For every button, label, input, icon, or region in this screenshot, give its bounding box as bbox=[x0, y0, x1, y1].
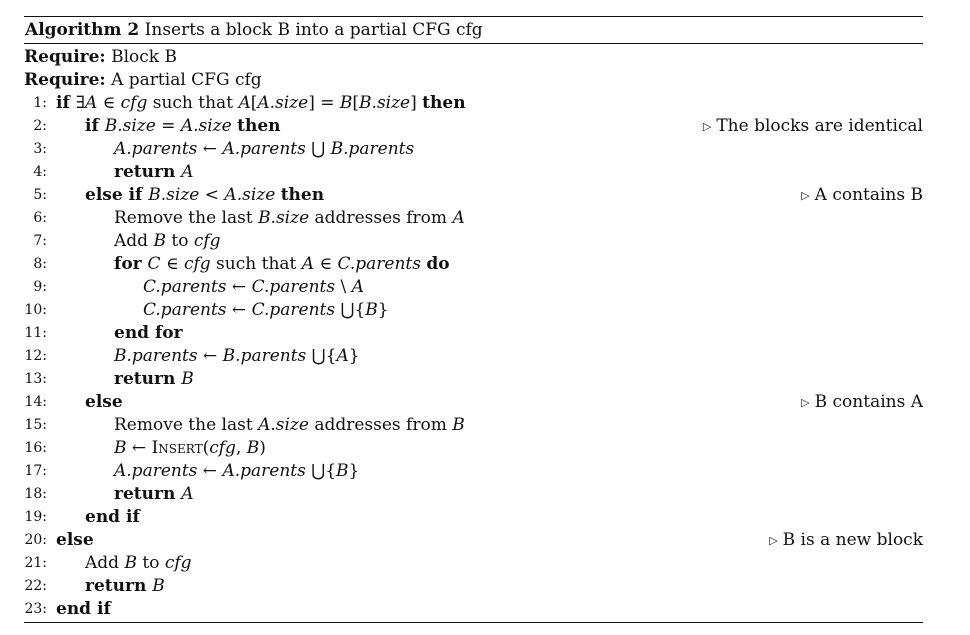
line-number: 23: bbox=[24, 601, 47, 617]
algorithm-line bbox=[24, 575, 923, 598]
code-token: cfg bbox=[193, 231, 221, 251]
line-code bbox=[114, 368, 194, 391]
line-code bbox=[85, 552, 192, 575]
code-token: C.parents bbox=[143, 300, 227, 320]
code-token: ] bbox=[410, 93, 423, 113]
code-token: do bbox=[426, 254, 450, 274]
line-comment bbox=[769, 529, 923, 553]
code-token: such that bbox=[210, 254, 302, 274]
code-token: A bbox=[351, 277, 364, 297]
comment-text: A contains B bbox=[814, 185, 923, 205]
algorithm-line bbox=[24, 598, 923, 621]
require-text: A partial CFG cfg bbox=[111, 70, 262, 90]
require-keyword: Require: bbox=[24, 70, 106, 90]
line-number: 3: bbox=[33, 141, 47, 157]
line-code bbox=[114, 483, 194, 506]
line-code bbox=[143, 276, 364, 299]
code-token: end if bbox=[56, 599, 111, 619]
code-token: A bbox=[181, 162, 194, 182]
require-line bbox=[24, 46, 923, 69]
line-number: 19: bbox=[24, 509, 47, 525]
line-number: 4: bbox=[33, 164, 47, 180]
line-code bbox=[85, 506, 140, 529]
code-token: ← bbox=[197, 139, 223, 159]
algorithm-line bbox=[24, 299, 923, 322]
code-token: if bbox=[56, 93, 76, 113]
line-number: 16: bbox=[24, 440, 47, 456]
code-token: B.parents bbox=[330, 139, 415, 159]
caption-rule bbox=[24, 43, 923, 44]
code-token: cfg bbox=[209, 438, 236, 458]
bottom-rule bbox=[24, 622, 923, 623]
code-token: such that bbox=[147, 93, 239, 113]
algorithm-block bbox=[24, 16, 923, 623]
code-token: then bbox=[422, 93, 466, 113]
algorithm-line bbox=[24, 115, 923, 138]
code-token: ∈ bbox=[97, 93, 121, 113]
code-token: if bbox=[85, 116, 105, 136]
code-token: ] = bbox=[308, 93, 340, 113]
caption-text: Inserts a block B into a partial CFG cfg bbox=[144, 20, 483, 40]
line-number: 20: bbox=[24, 532, 47, 548]
comment-triangle-icon: ▷ bbox=[801, 396, 810, 409]
code-token: B bbox=[124, 553, 137, 573]
algorithm-line bbox=[24, 506, 923, 529]
line-number: 18: bbox=[24, 486, 47, 502]
line-comment bbox=[801, 391, 923, 415]
code-token: A.parents bbox=[222, 139, 306, 159]
algorithm-line bbox=[24, 92, 923, 115]
code-token: ⋃{ bbox=[305, 461, 337, 481]
code-token: < bbox=[199, 185, 225, 205]
require-text: Block B bbox=[111, 47, 177, 67]
line-code bbox=[114, 345, 360, 368]
algorithm-line bbox=[24, 437, 923, 460]
line-number: 22: bbox=[24, 578, 47, 594]
code-token: ) bbox=[259, 438, 266, 458]
code-token: to bbox=[165, 231, 194, 251]
code-token: A.size bbox=[180, 116, 232, 136]
code-token: ∈ bbox=[160, 254, 184, 274]
code-token: A bbox=[301, 254, 315, 274]
code-token: Add bbox=[85, 553, 125, 573]
code-token: , bbox=[235, 438, 247, 458]
code-token: = bbox=[155, 116, 181, 136]
code-token: B.size bbox=[258, 208, 310, 228]
code-token: ← bbox=[226, 300, 252, 320]
code-token: } bbox=[348, 461, 360, 481]
code-token: return bbox=[114, 369, 182, 389]
code-token: else if bbox=[85, 185, 149, 205]
line-code bbox=[114, 437, 266, 460]
code-token: Insert bbox=[151, 438, 203, 458]
code-token: \ bbox=[335, 277, 352, 297]
line-number: 5: bbox=[33, 187, 47, 203]
code-token: then bbox=[280, 185, 325, 205]
line-number: 1: bbox=[33, 95, 47, 111]
code-token: A bbox=[452, 208, 465, 228]
code-token: A.size bbox=[257, 93, 309, 113]
require-line bbox=[24, 69, 923, 92]
line-code bbox=[56, 92, 466, 115]
line-code bbox=[114, 460, 359, 483]
code-token: addresses from bbox=[309, 208, 453, 228]
code-token: A.size bbox=[258, 415, 309, 435]
code-token: B bbox=[152, 576, 165, 596]
line-code bbox=[114, 138, 414, 161]
line-code bbox=[56, 529, 94, 552]
line-number: 15: bbox=[24, 417, 47, 433]
algorithm-line bbox=[24, 483, 923, 506]
code-token: ∃ bbox=[75, 93, 85, 113]
algorithm-line bbox=[24, 345, 923, 368]
code-token: C.parents bbox=[251, 300, 336, 320]
code-token: ← bbox=[226, 277, 252, 297]
algorithm-line bbox=[24, 230, 923, 253]
code-token: end for bbox=[114, 323, 183, 343]
comment-text: B contains A bbox=[814, 392, 923, 412]
line-number: 8: bbox=[33, 256, 47, 272]
code-token: for bbox=[114, 254, 148, 274]
code-token: ← bbox=[197, 461, 223, 481]
code-token: } bbox=[377, 300, 389, 320]
comment-text: B is a new block bbox=[782, 530, 923, 550]
comment-text: The blocks are identical bbox=[716, 116, 923, 136]
code-token: [ bbox=[352, 93, 360, 113]
code-token: ( bbox=[202, 438, 210, 458]
code-token: ⋃ bbox=[305, 139, 331, 159]
algorithm-line bbox=[24, 322, 923, 345]
line-code bbox=[114, 322, 183, 345]
caption-label: Algorithm 2 bbox=[25, 20, 140, 40]
code-token: else bbox=[85, 392, 123, 412]
line-number: 10: bbox=[24, 302, 47, 318]
line-code bbox=[143, 299, 389, 322]
code-token: A.size bbox=[224, 185, 276, 205]
line-code bbox=[114, 207, 465, 230]
comment-triangle-icon: ▷ bbox=[801, 189, 810, 202]
line-number: 2: bbox=[33, 118, 47, 134]
comment-triangle-icon: ▷ bbox=[702, 120, 712, 133]
line-number: 6: bbox=[33, 210, 47, 226]
algorithm-line bbox=[24, 391, 923, 414]
code-token: ← bbox=[197, 346, 223, 366]
line-code bbox=[114, 414, 465, 437]
code-token: C bbox=[147, 254, 161, 274]
line-number: 7: bbox=[33, 233, 47, 249]
code-token: } bbox=[348, 346, 360, 366]
code-token: A.parents bbox=[114, 461, 198, 481]
code-token: A bbox=[181, 484, 194, 504]
code-token: cfg bbox=[120, 93, 148, 113]
code-token: then bbox=[237, 116, 281, 136]
algorithm-line bbox=[24, 276, 923, 299]
algorithm-line bbox=[24, 161, 923, 184]
line-code bbox=[85, 391, 123, 414]
line-comment bbox=[801, 184, 923, 208]
code-token: A.parents bbox=[114, 139, 198, 159]
code-token: B.size bbox=[148, 185, 200, 205]
code-token: C.parents bbox=[251, 277, 336, 297]
line-number: 13: bbox=[24, 371, 47, 387]
line-code bbox=[85, 184, 324, 207]
code-token: Add bbox=[114, 231, 154, 251]
algorithm-line bbox=[24, 368, 923, 391]
code-token: to bbox=[136, 553, 165, 573]
code-token: B bbox=[246, 438, 260, 458]
code-token: end if bbox=[85, 507, 140, 527]
code-token: B bbox=[181, 369, 194, 389]
code-token: B bbox=[452, 415, 465, 435]
code-token: B bbox=[336, 461, 349, 481]
line-code bbox=[114, 161, 194, 184]
code-token: ⋃{ bbox=[335, 300, 366, 320]
line-code bbox=[85, 115, 281, 138]
line-code bbox=[56, 598, 111, 621]
line-number: 11: bbox=[24, 325, 47, 341]
algorithm-line bbox=[24, 552, 923, 575]
line-number: 17: bbox=[24, 463, 47, 479]
code-token: addresses from bbox=[308, 415, 453, 435]
code-token: ← bbox=[126, 438, 152, 458]
code-token: return bbox=[114, 484, 182, 504]
code-token: B bbox=[365, 300, 378, 320]
code-token: cfg bbox=[183, 254, 211, 274]
line-number: 9: bbox=[33, 279, 47, 295]
algorithm-lines bbox=[24, 92, 923, 621]
algorithm-line bbox=[24, 184, 923, 207]
line-code bbox=[114, 253, 450, 276]
code-token: A bbox=[84, 93, 98, 113]
code-token: return bbox=[114, 162, 182, 182]
code-token: B bbox=[153, 231, 166, 251]
algorithm-line bbox=[24, 138, 923, 161]
comment-triangle-icon: ▷ bbox=[769, 534, 778, 547]
code-token: B bbox=[339, 93, 353, 113]
algorithm-line bbox=[24, 460, 923, 483]
code-token: B.size bbox=[104, 116, 156, 136]
code-token: ⋃{ bbox=[306, 346, 337, 366]
line-code bbox=[114, 230, 221, 253]
code-token: C.parents bbox=[143, 277, 227, 297]
algorithm-line bbox=[24, 529, 923, 552]
line-comment bbox=[703, 115, 923, 139]
code-token: cfg bbox=[164, 553, 192, 573]
line-number: 14: bbox=[24, 394, 47, 410]
code-token: Remove the last bbox=[114, 208, 259, 228]
line-number: 12: bbox=[24, 348, 47, 364]
algorithm-line bbox=[24, 414, 923, 437]
code-token: A.parents bbox=[222, 461, 306, 481]
code-token: A bbox=[238, 93, 251, 113]
algorithm-caption bbox=[24, 17, 923, 43]
code-token: B.size bbox=[359, 93, 411, 113]
code-token: [ bbox=[250, 93, 258, 113]
code-token: A bbox=[336, 346, 349, 366]
require-keyword: Require: bbox=[24, 47, 106, 67]
code-token: else bbox=[56, 530, 94, 550]
code-token: B bbox=[114, 438, 127, 458]
line-number: 21: bbox=[24, 555, 47, 571]
code-token: ∈ bbox=[314, 254, 338, 274]
code-token: B.parents bbox=[222, 346, 307, 366]
line-code bbox=[85, 575, 165, 598]
code-token: B.parents bbox=[114, 346, 198, 366]
code-token: Remove the last bbox=[114, 415, 259, 435]
algorithm-line bbox=[24, 253, 923, 276]
code-token: return bbox=[85, 576, 153, 596]
code-token: C.parents bbox=[337, 254, 421, 274]
algorithm-line bbox=[24, 207, 923, 230]
